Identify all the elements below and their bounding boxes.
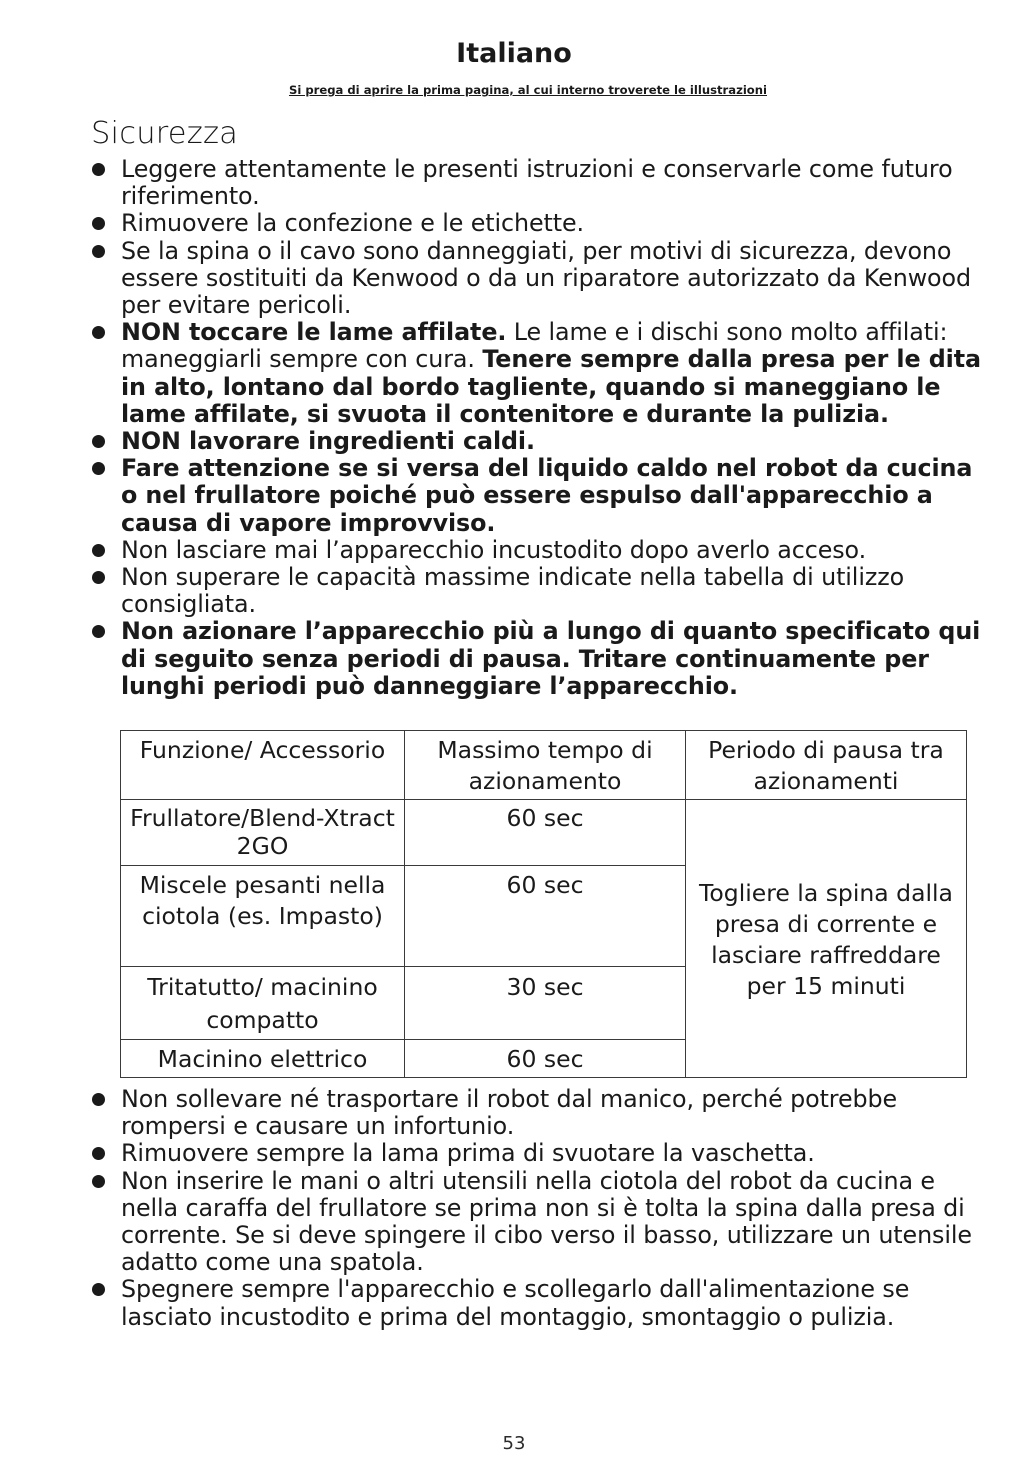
- bullet-icon: [92, 326, 105, 339]
- table-cell-time: 30 sec: [405, 967, 686, 1040]
- list-item: [91, 455, 981, 537]
- column-header-function: Funzione/ Accessorio: [121, 731, 405, 800]
- bullet-icon: [92, 1283, 105, 1296]
- bullet-text-bold: NON lavorare ingredienti caldi.: [121, 427, 535, 456]
- table-cell-function: Macinino elettrico: [121, 1040, 405, 1078]
- bullet-icon: [92, 217, 105, 230]
- bullet-text: Rimuovere la confezione e le etichette.: [121, 209, 584, 238]
- bullet-text-bold: Fare attenzione se si versa del liquido caldo nel robot da cucina o nel frullatore poiché può essere espulso dall'apparecchio a causa di vapore improvviso.: [121, 454, 973, 537]
- table-row: [121, 800, 967, 866]
- table-cell-time: 60 sec: [405, 866, 686, 967]
- bullet-icon: [92, 163, 105, 176]
- bullet-text: Se la spina o il cavo sono danneggiati, per motivi di sicurezza, devono essere sostituiti da Kenwood o da un riparatore autorizzato da Kenwood per evitare pericoli.: [121, 236, 971, 320]
- list-item: [91, 238, 981, 320]
- usage-table: [120, 730, 967, 1078]
- bullet-icon: [92, 1093, 105, 1106]
- bullet-text: Non sollevare né trasportare il robot dal manico, perché potrebbe rompersi e causare un infortunio.: [121, 1085, 898, 1141]
- list-item: [91, 1168, 981, 1277]
- list-item: [91, 618, 981, 700]
- list-item: [91, 1086, 981, 1140]
- bullet-icon: [92, 571, 105, 584]
- bullet-icon: [92, 462, 105, 475]
- list-item: [91, 1140, 981, 1167]
- table-cell-function: Tritatutto/ macinino compatto: [121, 967, 405, 1040]
- table-cell-function: Frullatore/Blend-Xtract 2GO: [121, 800, 405, 866]
- bullet-text: Non lasciare mai l’apparecchio incustodito dopo averlo acceso.: [121, 535, 867, 564]
- list-item: [91, 210, 981, 237]
- list-item: [91, 428, 981, 455]
- bullet-text: Non inserire le mani o altri utensili nella ciotola del robot da cucina e nella caraffa del frullatore se prima non si è tolta la spina dalla presa di corrente. Se si deve spingere il cibo verso il basso, utilizzare un utensile adatto come una spatola.: [121, 1166, 972, 1277]
- bullet-icon: [92, 1147, 105, 1160]
- list-item: [91, 156, 981, 210]
- column-header-pause: Periodo di pausa tra azionamenti: [686, 731, 967, 800]
- list-item: [91, 537, 981, 564]
- bullet-text: Le lame e i dischi sono molto affilati: maneggiarli sempre con cura.: [121, 318, 948, 374]
- bullet-icon: [92, 245, 105, 258]
- bullet-text-bold: Tenere sempre dalla presa per le dita in alto, lontano dal bordo tagliente, quando si maneggiano le lame affilate, si svuota il contenitore e durante la pulizia.: [121, 345, 981, 428]
- list-item: [91, 319, 981, 428]
- language-title: Italiano: [456, 38, 572, 69]
- bullet-icon: [92, 544, 105, 557]
- safety-list-bottom: [91, 1086, 981, 1331]
- table-cell-time: 60 sec: [405, 800, 686, 866]
- bullet-text: Rimuovere sempre la lama prima di svuotare la vaschetta.: [121, 1139, 815, 1168]
- bullet-text: Leggere attentamente le presenti istruzioni e conservarle come futuro riferimento.: [121, 155, 953, 211]
- illustrations-note: Si prega di aprire la prima pagina, al cui interno troverete le illustrazioni: [288, 83, 767, 97]
- bullet-text: Non superare le capacità massime indicate nella tabella di utilizzo consigliata.: [121, 563, 905, 619]
- list-item: [91, 1276, 981, 1330]
- safety-list-top: [91, 156, 981, 700]
- bullet-text-bold: NON toccare le lame affilate.: [121, 318, 507, 347]
- bullet-text: Spegnere sempre l'apparecchio e scollegarlo dall'alimentazione se lasciato incustodito e prima del montaggio, smontaggio o pulizia.: [121, 1275, 910, 1331]
- bullet-icon: [92, 435, 105, 448]
- table-header-row: [121, 731, 967, 800]
- bullet-icon: [92, 625, 105, 638]
- table-cell-time: 60 sec: [405, 1040, 686, 1078]
- page-number: 53: [502, 1433, 526, 1454]
- table-cell-pause: Togliere la spina dalla presa di corrente e lasciare raffreddare per 15 minuti: [686, 800, 967, 1078]
- list-item: [91, 564, 981, 618]
- table-cell-function: Miscele pesanti nella ciotola (es. Impasto): [121, 866, 405, 967]
- section-title: Sicurezza: [91, 116, 239, 151]
- bullet-text-bold: Non azionare l’apparecchio più a lungo di quanto specificato qui di seguito senza periodi di pausa. Tritare continuamente per lunghi periodi può danneggiare l’apparecchio.: [121, 617, 981, 700]
- column-header-max-time: Massimo tempo di azionamento: [405, 731, 686, 800]
- bullet-icon: [92, 1175, 105, 1188]
